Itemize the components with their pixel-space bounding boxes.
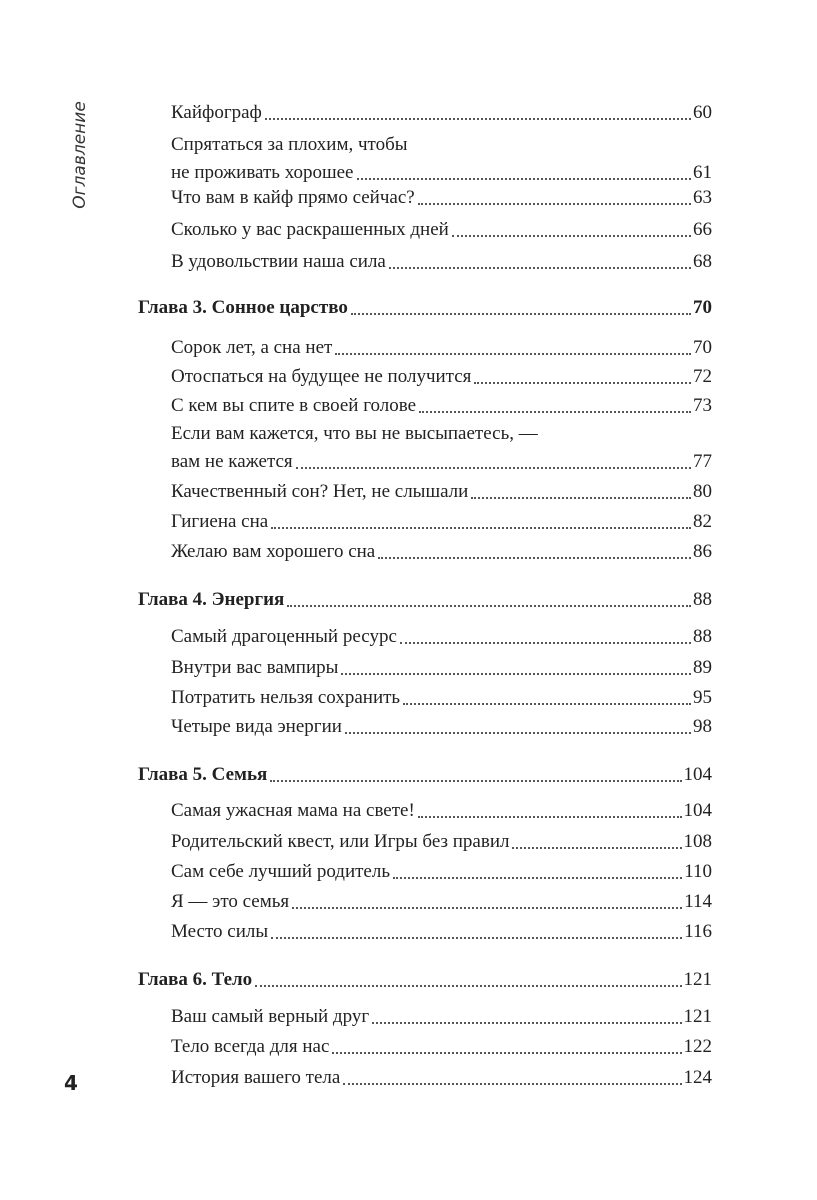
toc-entry-page: 108: [683, 831, 712, 852]
toc-entry-title: Самый драгоценный ресурс: [171, 626, 397, 647]
toc-entry[interactable]: [171, 918, 712, 946]
toc-entry-page: 80: [693, 481, 712, 502]
toc-entry-title: Кайфограф: [171, 102, 262, 123]
toc-entry-page: 88: [693, 626, 712, 647]
toc-entry-title-line2: вам не кажется: [171, 451, 293, 472]
toc-entry-page: 95: [693, 687, 712, 708]
toc-entry-title-line2: не проживать хорошее: [171, 162, 354, 183]
toc-entry-title: Ваш самый верный друг: [171, 1006, 370, 1027]
dot-leader: [335, 353, 691, 355]
toc-entry-page: 86: [693, 541, 712, 562]
toc-entry-page: 98: [693, 716, 712, 737]
dot-leader: [419, 411, 691, 413]
dot-leader: [343, 1083, 681, 1085]
dot-leader: [452, 235, 691, 237]
toc-chapter[interactable]: [138, 966, 712, 994]
toc-entry-page: 121: [683, 1006, 712, 1027]
toc-entry[interactable]: [171, 248, 712, 276]
toc-entry-title: Тело всегда для нас: [171, 1036, 330, 1057]
dot-leader: [332, 1052, 681, 1054]
dot-leader: [296, 467, 691, 469]
toc-entry[interactable]: [171, 1064, 712, 1092]
toc-entry-page: 77: [693, 451, 712, 472]
dot-leader: [345, 732, 691, 734]
toc-entry-page: 60: [693, 102, 712, 123]
dot-leader: [389, 267, 691, 269]
toc-entry-title-line1: Спрятаться за плохим, чтобы: [171, 134, 408, 155]
toc-entry-page: 70: [693, 337, 712, 358]
dot-leader: [393, 877, 682, 879]
toc-entry-page: 73: [693, 395, 712, 416]
toc-entry[interactable]: [171, 858, 712, 886]
page-number: 4: [64, 1071, 78, 1095]
toc-entry-title: Отоспаться на будущее не получится: [171, 366, 472, 387]
toc-entry-page: 104: [683, 800, 712, 821]
toc-chapter[interactable]: [138, 294, 712, 322]
dot-leader: [357, 178, 692, 180]
toc-chapter-title: Глава 5. Семья: [138, 764, 268, 785]
dot-leader: [270, 780, 681, 782]
toc-entry-page: 89: [693, 657, 712, 678]
toc-entry[interactable]: [171, 888, 712, 916]
toc-entry-title: Сколько у вас раскрашенных дней: [171, 219, 449, 240]
running-header-text: Оглавление: [70, 101, 90, 209]
toc-entry-title: Самая ужасная мама на свете!: [171, 800, 415, 821]
toc-entry-page: 63: [693, 187, 712, 208]
toc-entry[interactable]: [171, 334, 712, 362]
dot-leader: [265, 118, 691, 120]
toc-entry-page: 110: [684, 861, 712, 882]
toc-entry-title-line1: Если вам кажется, что вы не высыпаетесь, —: [171, 423, 538, 444]
dot-leader: [255, 985, 681, 987]
toc-entry[interactable]: [171, 538, 712, 566]
toc-chapter[interactable]: [138, 586, 712, 614]
dot-leader: [292, 907, 682, 909]
toc-chapter-page: 104: [683, 764, 712, 785]
toc-entry[interactable]: [171, 1003, 712, 1031]
toc-entry-title: Что вам в кайф прямо сейчас?: [171, 187, 415, 208]
dot-leader: [372, 1022, 681, 1024]
toc-entry-title: Потратить нельзя сохранить: [171, 687, 401, 708]
toc-entry-title: История вашего тела: [171, 1067, 341, 1088]
toc-entry-page: 82: [693, 511, 712, 532]
toc-entry[interactable]: [171, 133, 712, 187]
toc-entry[interactable]: [171, 99, 712, 127]
toc-entry[interactable]: [171, 828, 712, 856]
toc-entry-page: 116: [684, 921, 712, 942]
toc-entry[interactable]: [171, 713, 712, 741]
dot-leader: [351, 313, 691, 315]
toc-entry[interactable]: [171, 508, 712, 536]
toc-chapter[interactable]: [138, 761, 712, 789]
toc-entry-title: Сам себе лучший родитель: [171, 861, 391, 882]
toc-entry-title: Четыре вида энергии: [171, 716, 342, 737]
toc-entry-title: Место силы: [171, 921, 269, 942]
toc-entry[interactable]: [171, 184, 712, 212]
toc-entry-page: 61: [693, 162, 712, 183]
toc-chapter-page: 88: [693, 589, 712, 610]
dot-leader: [403, 703, 691, 705]
dot-leader: [400, 642, 691, 644]
toc-entry[interactable]: [171, 363, 712, 391]
toc-chapter-title: Глава 4. Энергия: [138, 589, 285, 610]
dot-leader: [271, 527, 691, 529]
toc-entry-page: 114: [684, 891, 712, 912]
toc-entry[interactable]: [171, 1033, 712, 1061]
toc-entry[interactable]: [171, 216, 712, 244]
dot-leader: [287, 605, 691, 607]
toc-chapter-page: 121: [683, 969, 712, 990]
toc-entry[interactable]: [171, 684, 712, 712]
toc-entry[interactable]: [171, 422, 712, 476]
dot-leader: [418, 816, 682, 818]
toc-entry-title: Качественный сон? Нет, не слышали: [171, 481, 469, 502]
toc-chapter-title: Глава 6. Тело: [138, 969, 253, 990]
toc-entry[interactable]: [171, 623, 712, 651]
toc-entry-title: С кем вы спите в своей голове: [171, 395, 417, 416]
toc-entry-page: 124: [683, 1067, 712, 1088]
toc-entry[interactable]: [171, 478, 712, 506]
toc-entry-page: 122: [683, 1036, 712, 1057]
dot-leader: [474, 382, 691, 384]
dot-leader: [471, 497, 691, 499]
toc-entry[interactable]: [171, 654, 712, 682]
toc-entry-title: Я — это семья: [171, 891, 290, 912]
dot-leader: [512, 847, 681, 849]
dot-leader: [418, 203, 691, 205]
toc-entry-title: Желаю вам хорошего сна: [171, 541, 376, 562]
toc-chapter-title: Глава 3. Сонное царство: [138, 297, 348, 318]
dot-leader: [271, 937, 682, 939]
dot-leader: [341, 673, 691, 675]
toc-entry-page: 68: [693, 251, 712, 272]
toc-entry-title: Гигиена сна: [171, 511, 269, 532]
toc-entry-page: 66: [693, 219, 712, 240]
toc-entry-title: Сорок лет, а сна нет: [171, 337, 333, 358]
toc-entry[interactable]: [171, 392, 712, 420]
toc-entry-title: Родительский квест, или Игры без правил: [171, 831, 510, 852]
toc-entry[interactable]: [171, 797, 712, 825]
toc-entry-title: В удовольствии наша сила: [171, 251, 386, 272]
toc-entry-title: Внутри вас вампиры: [171, 657, 339, 678]
toc-entry-page: 72: [693, 366, 712, 387]
toc-chapter-page: 70: [693, 297, 712, 318]
dot-leader: [378, 557, 691, 559]
